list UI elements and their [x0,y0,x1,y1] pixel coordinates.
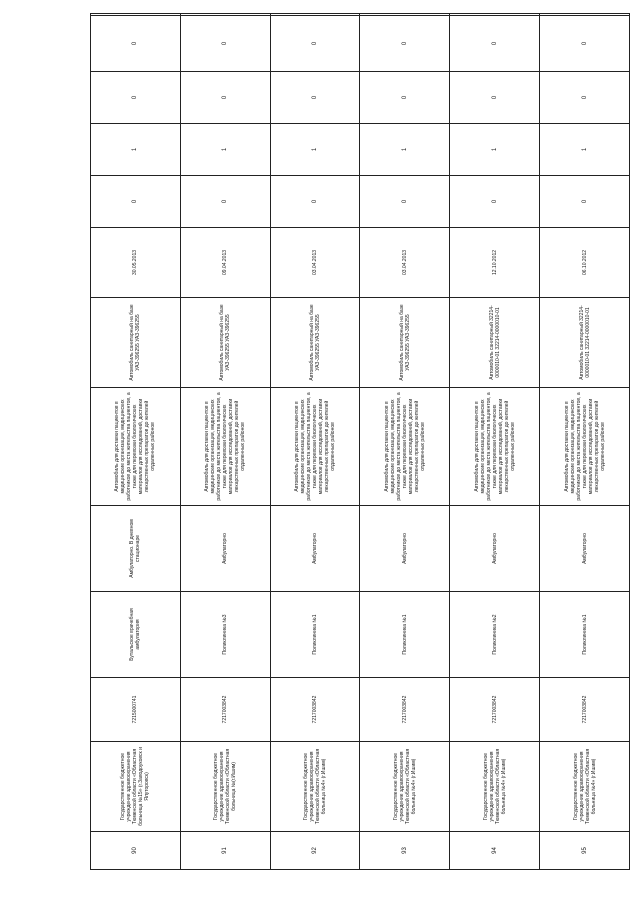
inn-cell: 7217003842 [360,678,450,742]
unit-cell: Поликлиника №1 [270,592,360,678]
row-number: 92 [270,832,360,870]
mode-cell: Амбулаторно [450,506,540,592]
vehicle-cell: Автомобиль санитарный на базе УАЗ-396255 УАЗ-396255 [91,298,181,388]
mode-cell: Амбулаторно [540,506,630,592]
count-cell-4: 0 [540,16,630,72]
count-cell-5 [450,14,540,16]
count-cell-2: 1 [180,124,270,176]
count-cell-4: 0 [270,16,360,72]
count-cell-4: 0 [360,16,450,72]
count-cell-1: 0 [360,176,450,228]
purpose-cell: Автомобиль для доставки пациентов в медицинские организации, медицинских работников до места жительства пациентов, а также для перевозки биологических материалов для исследований, доставки лекарственных препаратов до жителей отдаленных районов [360,388,450,506]
count-cell-1: 0 [450,176,540,228]
count-cell-2: 1 [540,124,630,176]
organization-cell: Государственное бюджетное учреждение здравоохранения Тюменской области «Областная больница №15» (г.Заводоуковск и Ялуторовск) [91,742,181,832]
table-row [450,14,540,870]
mode-cell: Амбулаторно [180,506,270,592]
row-number: 90 [91,832,181,870]
count-cell-4: 0 [91,16,181,72]
unit-cell: Бутальское врачебная амбулатория [91,592,181,678]
mode-cell: Амбулаторно. В дневном стационаре [91,506,181,592]
count-cell-5 [360,14,450,16]
vehicle-cell: Автомобиль санитарный на базе УАЗ-396255 УАЗ-396255 [180,298,270,388]
purpose-cell: Автомобиль для доставки пациентов в медицинские организации, медицинских работников до места жительства пациентов, а также для перевозки биологических материалов для исследований, доставки лекарственных препаратов до жителей отдаленных районов [91,388,181,506]
date-cell: 12.10.2012 [450,228,540,298]
unit-cell: Поликлиника №1 [360,592,450,678]
vehicles-table [90,13,630,870]
count-cell-3: 0 [270,72,360,124]
unit-cell: Поликлиника №3 [180,592,270,678]
table-row [91,14,181,870]
count-cell-4: 0 [450,16,540,72]
date-cell: 30.05.2013 [91,228,181,298]
vehicle-cell: Автомобиль санитарный 32214-0000010-01 32214-0000010-01 [540,298,630,388]
row-number: 95 [540,832,630,870]
purpose-cell: Автомобиль для доставки пациентов в медицинские организации, медицинских работников до места жительства пациентов, а также для перевозки биологических материалов для исследований, доставки лекарственных препаратов до жителей отдаленных районов [540,388,630,506]
count-cell-1: 0 [270,176,360,228]
count-cell-3: 0 [450,72,540,124]
count-cell-5 [540,14,630,16]
rotated-table-wrapper [90,41,630,870]
count-cell-4: 0 [180,16,270,72]
unit-cell: Поликлиника №1 [540,592,630,678]
organization-cell: Государственное бюджетное учреждение здравоохранения Тюменской области «Областная больница №4» (г.Ишим) [540,742,630,832]
count-cell-2: 1 [91,124,181,176]
count-cell-3: 0 [180,72,270,124]
count-cell-2: 1 [450,124,540,176]
count-cell-5 [180,14,270,16]
count-cell-3: 0 [360,72,450,124]
inn-cell: 7217003842 [450,678,540,742]
table-row [360,14,450,870]
count-cell-3: 0 [91,72,181,124]
purpose-cell: Автомобиль для доставки пациентов в медицинские организации, медицинских работников до места жительства пациентов, а также для перевозки биологических материалов для исследований, доставки лекарственных препаратов до жителей отдаленных районов [450,388,540,506]
inn-cell: 7217003842 [540,678,630,742]
date-cell: 03.04.2013 [360,228,450,298]
date-cell: 06.10.2012 [540,228,630,298]
count-cell-5 [270,14,360,16]
unit-cell: Поликлиника №2 [450,592,540,678]
mode-cell: Амбулаторно [360,506,450,592]
count-cell-2: 1 [360,124,450,176]
organization-cell: Государственное бюджетное учреждение здравоохранения Тюменской области «Областная больница №4» (г.Ишим) [270,742,360,832]
inn-cell: 7217003842 [180,678,270,742]
count-cell-5 [91,14,181,16]
count-cell-2: 1 [270,124,360,176]
inn-cell: 7217003842 [270,678,360,742]
row-number: 94 [450,832,540,870]
date-cell: 09.04.2013 [180,228,270,298]
organization-cell: Государственное бюджетное учреждение здравоохранения Тюменской области «Областная больница №4» (г.Ишим) [450,742,540,832]
table-row [540,14,630,870]
organization-cell: Государственное бюджетное учреждение здравоохранения Тюменской области «Областная больница №4» (г.Ишим) [360,742,450,832]
vehicle-cell: Автомобиль санитарный 32214-0000010-01 32214-0000010-01 [450,298,540,388]
vehicle-cell: Автомобиль санитарный на базе УАЗ-396255 УАЗ-396255 [360,298,450,388]
count-cell-1: 0 [91,176,181,228]
table-body [91,14,630,870]
count-cell-1: 0 [540,176,630,228]
count-cell-3: 0 [540,72,630,124]
organization-cell: Государственное бюджетное учреждение здравоохранения Тюменской области «Областная больница №(г.Ишим) [180,742,270,832]
row-number: 91 [180,832,270,870]
purpose-cell: Автомобиль для доставки пациентов в медицинские организации, медицинских работников до места жительства пациентов, а также для перевозки биологических материалов для исследований, доставки лекарственных препаратов до жителей отдаленных районов [270,388,360,506]
vehicle-cell: Автомобиль санитарный на базе УАЗ-396255 УАЗ-396255 [270,298,360,388]
mode-cell: Амбулаторно [270,506,360,592]
date-cell: 03.04.2013 [270,228,360,298]
purpose-cell: Автомобиль для доставки пациентов в медицинские организации, медицинских работников до места жительства пациентов, а также для перевозки биологических материалов для исследований, доставки лекарственных препаратов до жителей отдаленных районов [180,388,270,506]
inn-cell: 7215000741 [91,678,181,742]
count-cell-1: 0 [180,176,270,228]
row-number: 93 [360,832,450,870]
table-row [270,14,360,870]
table-row [180,14,270,870]
